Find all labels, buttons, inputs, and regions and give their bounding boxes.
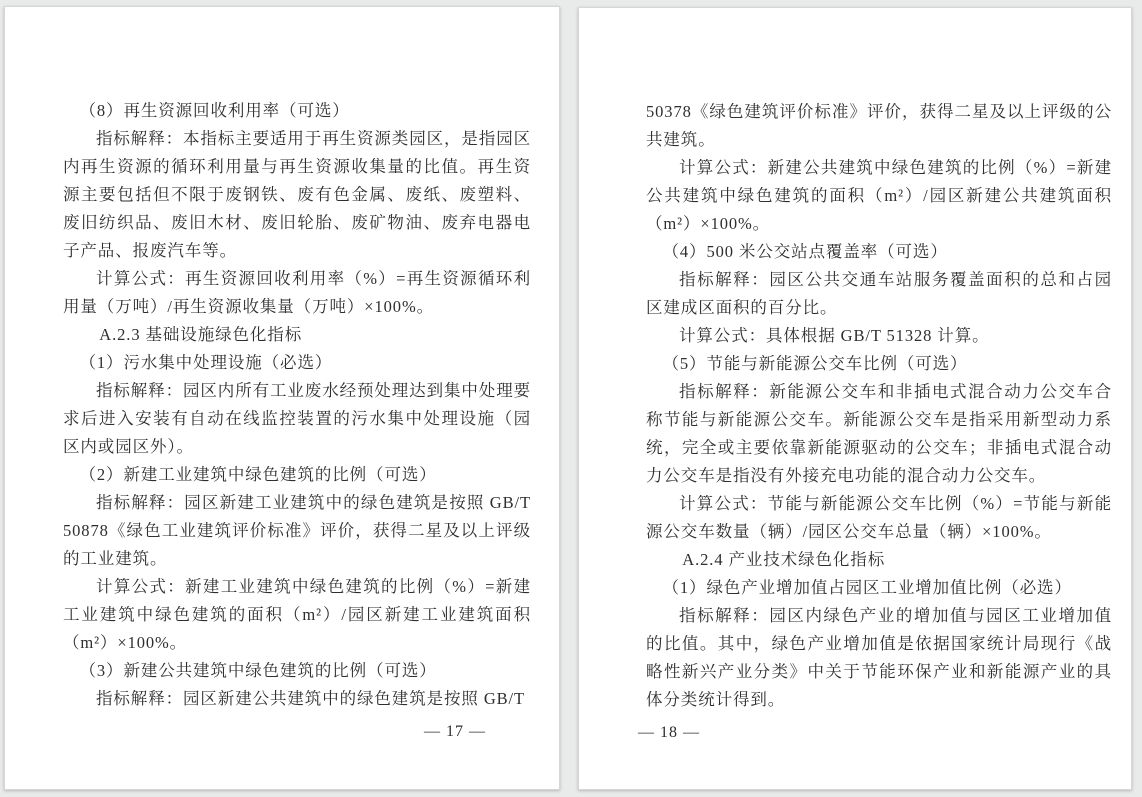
page-number-18: — 18 — — [638, 724, 700, 741]
body-paragraph: 指标解释：园区内绿色产业的增加值与园区工业增加值的比值。其中，绿色产业增加值是依据国家统计局现行《战略性新兴产业分类》中关于节能环保产业和新能源产业的具体分类统计得到。 — [646, 606, 1112, 709]
section-heading: A.2.3 基础设施绿色化指标 — [99, 325, 303, 344]
body-paragraph: 指标解释：园区新建工业建筑中的绿色建筑是按照 GB/T 50878《绿色工业建筑评价标准》评价，获得二星及以上评级的工业建筑。 — [63, 493, 531, 568]
document-page-17 — [4, 6, 560, 790]
page-number-17: — 17 — — [424, 723, 486, 740]
formula-paragraph: 计算公式：节能与新能源公交车比例（%）=节能与新能源公交车数量（辆）/园区公交车总量（辆）×100%。 — [646, 494, 1112, 541]
body-paragraph: 指标解释：园区内所有工业废水经预处理达到集中处理要求后进入安装有自动在线监控装置的污水集中处理设施（园区内或园区外）。 — [63, 381, 531, 456]
section-heading: A.2.4 产业技术绿色化指标 — [682, 550, 886, 569]
formula-paragraph: 计算公式：具体根据 GB/T 51328 计算。 — [679, 326, 990, 345]
body-paragraph: 指标解释：园区公共交通车站服务覆盖面积的总和占园区建成区面积的百分比。 — [646, 270, 1112, 317]
item-heading: （8）再生资源回收利用率（可选） — [79, 101, 350, 120]
document-page-18 — [578, 7, 1132, 790]
item-heading: （1）污水集中处理设施（必选） — [79, 353, 333, 372]
formula-paragraph: 计算公式：新建公共建筑中绿色建筑的比例（%）=新建公共建筑中绿色建筑的面积（m²）/园区新建公共建筑面积（m²）×100%。 — [646, 158, 1112, 233]
body-paragraph: 指标解释：园区新建公共建筑中的绿色建筑是按照 GB/T — [96, 689, 526, 708]
page-17-text-block — [63, 97, 531, 713]
body-paragraph: 指标解释：新能源公交车和非插电式混合动力公交车合称节能与新能源公交车。新能源公交车是指采用新型动力系统，完全或主要依靠新能源驱动的公交车；非插电式混合动力公交车是指没有外接充电功能的混合动力公交车。 — [646, 382, 1112, 485]
item-heading: （3）新建公共建筑中绿色建筑的比例（可选） — [79, 661, 437, 680]
item-heading: （5）节能与新能源公交车比例（可选） — [662, 354, 968, 373]
formula-paragraph: 计算公式：新建工业建筑中绿色建筑的比例（%）=新建工业建筑中绿色建筑的面积（m²）/园区新建工业建筑面积（m²）×100%。 — [63, 577, 531, 652]
continuation-paragraph: 50378《绿色建筑评价标准》评价，获得二星及以上评级的公共建筑。 — [646, 102, 1112, 149]
body-paragraph: 指标解释：本指标主要适用于再生资源类园区，是指园区内再生资源的循环利用量与再生资源收集量的比值。再生资源主要包括但不限于废钢铁、废有色金属、废纸、废塑料、废旧纺织品、废旧木材、废旧轮胎、废矿物油、废弃电器电子产品、报废汽车等。 — [63, 129, 531, 260]
item-heading: （4）500 米公交站点覆盖率（可选） — [662, 242, 948, 261]
item-heading: （2）新建工业建筑中绿色建筑的比例（可选） — [79, 465, 437, 484]
page-18-text-block — [646, 98, 1112, 714]
item-heading: （1）绿色产业增加值占园区工业增加值比例（必选） — [662, 578, 1072, 597]
formula-paragraph: 计算公式：再生资源回收利用率（%）=再生资源循环利用量（万吨）/再生资源收集量（万吨）×100%。 — [63, 269, 531, 316]
